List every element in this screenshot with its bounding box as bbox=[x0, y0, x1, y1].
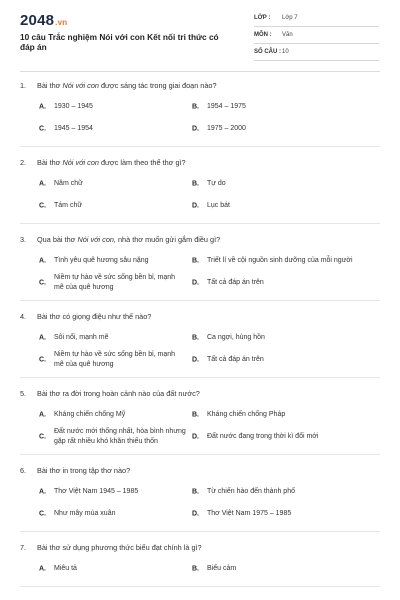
option-key: A. bbox=[39, 103, 46, 111]
option-key: D. bbox=[192, 433, 199, 441]
option-text: Triết lí về cội nguồn sinh dưỡng của mỗi người bbox=[207, 257, 353, 264]
options-grid bbox=[20, 558, 380, 580]
header-divider bbox=[20, 71, 380, 72]
option-text: Như mây mùa xuân bbox=[54, 510, 116, 517]
option-text: Tất cả đáp án trên bbox=[207, 279, 264, 286]
option-a[interactable] bbox=[20, 404, 192, 426]
meta-value: 10 bbox=[282, 49, 289, 55]
option-text: Sôi nổi, mạnh mẽ bbox=[54, 334, 109, 341]
option-text: Lục bát bbox=[207, 202, 230, 209]
option-d[interactable] bbox=[192, 118, 380, 140]
option-text: Kháng chiến chống Mỹ bbox=[54, 411, 126, 418]
option-key: D. bbox=[192, 510, 199, 518]
question-text-part: Qua bài thơ bbox=[37, 235, 78, 244]
option-key: A. bbox=[39, 334, 46, 342]
question-text-part: Bài thơ in trong tập thơ nào? bbox=[37, 466, 131, 475]
question-item bbox=[20, 310, 380, 378]
logo-text: 2048 bbox=[20, 12, 55, 29]
option-key: A. bbox=[39, 565, 46, 573]
question-text-part: được làm theo thể thơ gì? bbox=[98, 158, 186, 167]
option-text: 1975 – 2000 bbox=[207, 125, 246, 132]
option-key: B. bbox=[192, 103, 199, 111]
question-text-part: Bài thơ ra đời trong hoàn cảnh nào của đất nước? bbox=[37, 389, 200, 398]
option-a[interactable] bbox=[20, 558, 192, 580]
option-key: B. bbox=[192, 257, 199, 265]
question-number: 6. bbox=[20, 466, 27, 475]
question-text-part: nhà thơ muốn gửi gắm điều gì? bbox=[115, 235, 221, 244]
option-text: 1930 – 1945 bbox=[54, 103, 93, 110]
option-key: C. bbox=[39, 279, 46, 287]
option-text: Miêu tả bbox=[54, 565, 77, 572]
option-text: Niềm tự hào về sức sống bền bỉ, mạnh mẽ của quê hương bbox=[54, 351, 176, 368]
option-text: Đất nước đang trong thời kì đổi mới bbox=[207, 433, 319, 440]
option-key: C. bbox=[39, 510, 46, 518]
question-item bbox=[20, 541, 380, 587]
question-text-part: được sáng tác trong giai đoạn nào? bbox=[98, 81, 217, 90]
option-text: Tình yêu quê hương sâu nặng bbox=[54, 257, 149, 264]
option-c[interactable] bbox=[20, 118, 192, 140]
option-b[interactable] bbox=[192, 558, 380, 580]
question-number: 7. bbox=[20, 543, 27, 552]
question-text bbox=[20, 79, 380, 91]
question-list bbox=[20, 79, 380, 596]
meta-row-class bbox=[254, 12, 379, 27]
question-text-italic: Nói với con bbox=[62, 81, 99, 90]
option-key: A. bbox=[39, 257, 46, 265]
question-item bbox=[20, 233, 380, 301]
meta-row-subject bbox=[254, 29, 379, 44]
option-key: D. bbox=[192, 356, 199, 364]
option-key: A. bbox=[39, 411, 46, 419]
option-b[interactable] bbox=[192, 481, 380, 503]
question-text bbox=[20, 541, 380, 553]
options-grid bbox=[20, 173, 380, 217]
option-text: Năm chữ bbox=[54, 180, 83, 187]
option-text: Đất nước mới thống nhất, hòa bình nhưng gặp rất nhiều khó khăn thiếu thốn bbox=[54, 428, 186, 445]
option-d[interactable] bbox=[192, 426, 380, 448]
question-item bbox=[20, 156, 380, 224]
option-text: 1945 – 1954 bbox=[54, 125, 93, 132]
question-text bbox=[20, 156, 380, 168]
option-c[interactable] bbox=[20, 272, 192, 294]
option-a[interactable] bbox=[20, 96, 192, 118]
option-key: C. bbox=[39, 356, 46, 364]
page-title: 10 câu Trắc nghiệm Nói với con Kết nối tri thức có đáp án bbox=[20, 32, 219, 52]
option-text: Kháng chiến chống Pháp bbox=[207, 411, 286, 418]
question-text-part: Bài thơ có giọng điệu như thế nào? bbox=[37, 312, 152, 321]
option-text: Biểu cảm bbox=[207, 565, 237, 572]
option-key: D. bbox=[192, 202, 199, 210]
site-logo[interactable] bbox=[20, 12, 67, 29]
meta-label: MÔN : bbox=[254, 32, 272, 38]
option-b[interactable] bbox=[192, 96, 380, 118]
page-header bbox=[0, 0, 400, 72]
question-text-part: Bài thơ sử dụng phương thức biểu đạt chính là gì? bbox=[37, 543, 202, 552]
option-b[interactable] bbox=[192, 250, 380, 272]
question-text bbox=[20, 464, 380, 476]
option-text: Tám chữ bbox=[54, 202, 83, 209]
option-key: C. bbox=[39, 433, 46, 441]
meta-value: Văn bbox=[282, 32, 293, 38]
option-d[interactable] bbox=[192, 195, 380, 217]
option-key: D. bbox=[192, 125, 199, 133]
question-number: 4. bbox=[20, 312, 27, 321]
option-a[interactable] bbox=[20, 481, 192, 503]
options-grid bbox=[20, 250, 380, 294]
option-d[interactable] bbox=[192, 272, 380, 294]
option-d[interactable] bbox=[192, 349, 380, 371]
option-b[interactable] bbox=[192, 404, 380, 426]
meta-label: LỚP : bbox=[254, 15, 271, 21]
option-key: B. bbox=[192, 488, 199, 496]
option-c[interactable] bbox=[20, 426, 192, 448]
question-text-italic: Nói với con, bbox=[77, 235, 116, 244]
option-text: Tất cả đáp án trên bbox=[207, 356, 264, 363]
option-c[interactable] bbox=[20, 195, 192, 217]
option-key: B. bbox=[192, 411, 199, 419]
question-item bbox=[20, 464, 380, 532]
option-d[interactable] bbox=[192, 503, 380, 525]
option-key: B. bbox=[192, 180, 199, 188]
question-item bbox=[20, 79, 380, 147]
question-text-part: Bài thơ bbox=[37, 81, 63, 90]
option-key: B. bbox=[192, 565, 199, 573]
options-grid bbox=[20, 404, 380, 448]
option-b[interactable] bbox=[192, 327, 380, 349]
logo-suffix: .vn bbox=[55, 18, 68, 27]
option-b[interactable] bbox=[192, 173, 380, 195]
options-grid bbox=[20, 96, 380, 140]
option-text: 1954 – 1975 bbox=[207, 103, 246, 110]
question-item bbox=[20, 387, 380, 455]
option-text: Từ chiến hào đến thành phố bbox=[207, 488, 295, 495]
question-number: 2. bbox=[20, 158, 27, 167]
question-text-italic: Nói với con bbox=[62, 158, 99, 167]
question-number: 5. bbox=[20, 389, 27, 398]
option-text: Tự do bbox=[207, 180, 226, 187]
question-text bbox=[20, 387, 380, 399]
option-key: C. bbox=[39, 125, 46, 133]
question-number: 1. bbox=[20, 81, 27, 90]
meta-box bbox=[254, 12, 379, 63]
options-grid bbox=[20, 481, 380, 525]
option-a[interactable] bbox=[20, 173, 192, 195]
option-a[interactable] bbox=[20, 250, 192, 272]
question-number: 3. bbox=[20, 235, 27, 244]
meta-label: SỐ CÂU : bbox=[254, 49, 281, 55]
option-text: Thơ Việt Nam 1945 – 1985 bbox=[54, 488, 139, 495]
option-key: A. bbox=[39, 488, 46, 496]
option-text: Niềm tự hào về sức sống bền bỉ, mạnh mẽ của quê hương bbox=[54, 274, 176, 291]
option-key: B. bbox=[192, 334, 199, 342]
meta-row-count bbox=[254, 46, 379, 61]
option-key: D. bbox=[192, 279, 199, 287]
option-c[interactable] bbox=[20, 349, 192, 371]
options-grid bbox=[20, 327, 380, 371]
meta-value: Lớp 7 bbox=[282, 15, 298, 21]
option-text: Ca ngợi, hùng hồn bbox=[207, 334, 265, 341]
option-key: A. bbox=[39, 180, 46, 188]
option-a[interactable] bbox=[20, 327, 192, 349]
option-text: Thơ Việt Nam 1975 – 1985 bbox=[207, 510, 292, 517]
option-c[interactable] bbox=[20, 503, 192, 525]
option-key: C. bbox=[39, 202, 46, 210]
question-text-part: Bài thơ bbox=[37, 158, 63, 167]
question-text bbox=[20, 310, 380, 322]
question-text bbox=[20, 233, 380, 245]
